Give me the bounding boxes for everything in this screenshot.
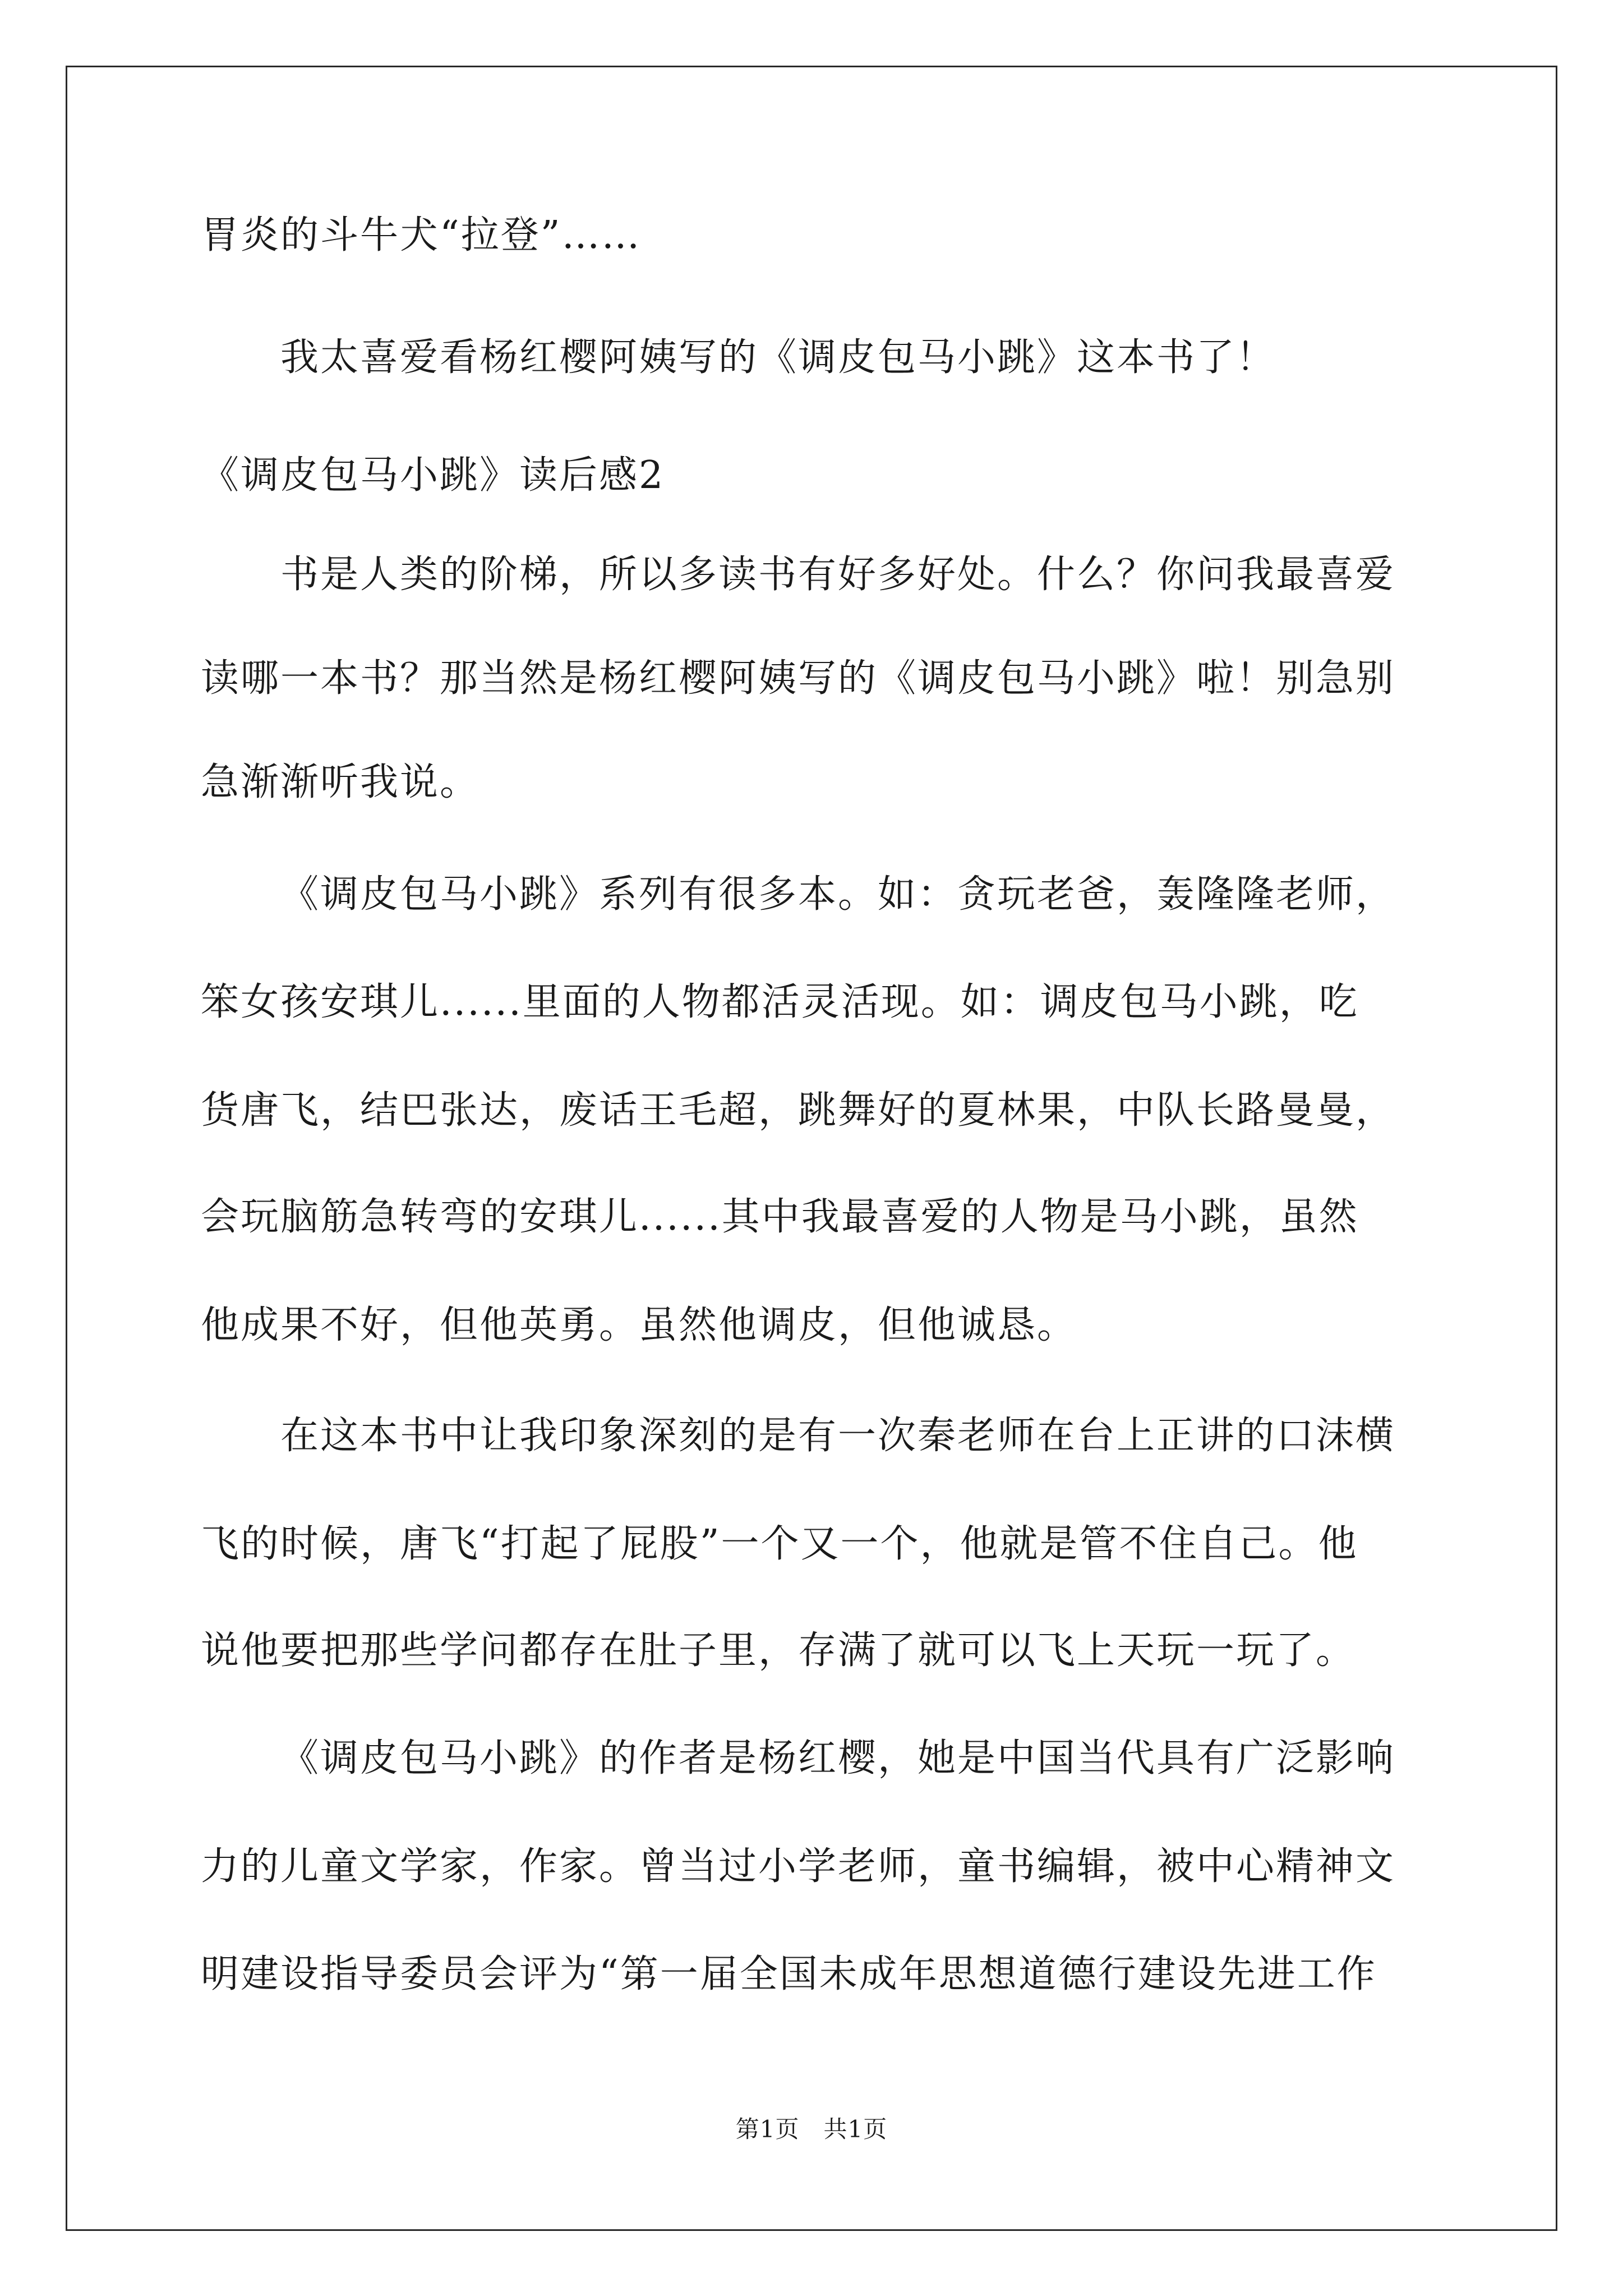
page-border bbox=[66, 66, 1557, 2231]
text-line: 飞的时候，唐飞“打起了屁股”一个又一个，他就是管不住自己。他 bbox=[201, 1522, 1358, 1566]
text-line: 读哪一本书？那当然是杨红樱阿姨写的《调皮包马小跳》啦！别急别 bbox=[201, 656, 1396, 701]
text-line: 《调皮包马小跳》的作者是杨红樱，她是中国当代具有广泛影响 bbox=[280, 1736, 1396, 1780]
text-line: 他成果不好，但他英勇。虽然他调皮，但他诚恳。 bbox=[201, 1303, 1077, 1347]
text-line: 笨女孩安琪儿......里面的人物都活灵活现。如：调皮包马小跳，吃 bbox=[201, 980, 1359, 1024]
text-line: 说他要把那些学问都存在肚子里，存满了就可以飞上天玩一玩了。 bbox=[201, 1628, 1356, 1673]
page-number: 第1页 共1页 bbox=[735, 2115, 888, 2143]
text-line: 力的儿童文学家，作家。曾当过小学老师，童书编辑，被中心精神文 bbox=[201, 1844, 1396, 1889]
text-line: 明建设指导委员会评为“第一届全国未成年思想道德行建设先进工作 bbox=[201, 1952, 1377, 1996]
text-line: 《调皮包马小跳》系列有很多本。如：贪玩老爸，轰隆隆老师， bbox=[280, 872, 1396, 917]
text-line: 会玩脑筋急转弯的安琪儿......其中我最喜爱的人物是马小跳，虽然 bbox=[201, 1195, 1359, 1239]
section-heading: 《调皮包马小跳》读后感2 bbox=[201, 453, 665, 498]
text-line: 在这本书中让我印象深刻的是有一次秦老师在台上正讲的口沫横 bbox=[280, 1414, 1396, 1458]
text-line: 我太喜爱看杨红樱阿姨写的《调皮包马小跳》这本书了！ bbox=[280, 335, 1276, 380]
text-line: 货唐飞，结巴张达，废话王毛超，跳舞好的夏林果，中队长路曼曼， bbox=[201, 1088, 1396, 1133]
text-line: 急渐渐听我说。 bbox=[201, 760, 480, 804]
text-line: 书是人类的阶梯，所以多读书有好多好处。什么？你问我最喜爱 bbox=[280, 553, 1396, 597]
text-line: 胃炎的斗牛犬“拉登”…… bbox=[201, 213, 642, 257]
